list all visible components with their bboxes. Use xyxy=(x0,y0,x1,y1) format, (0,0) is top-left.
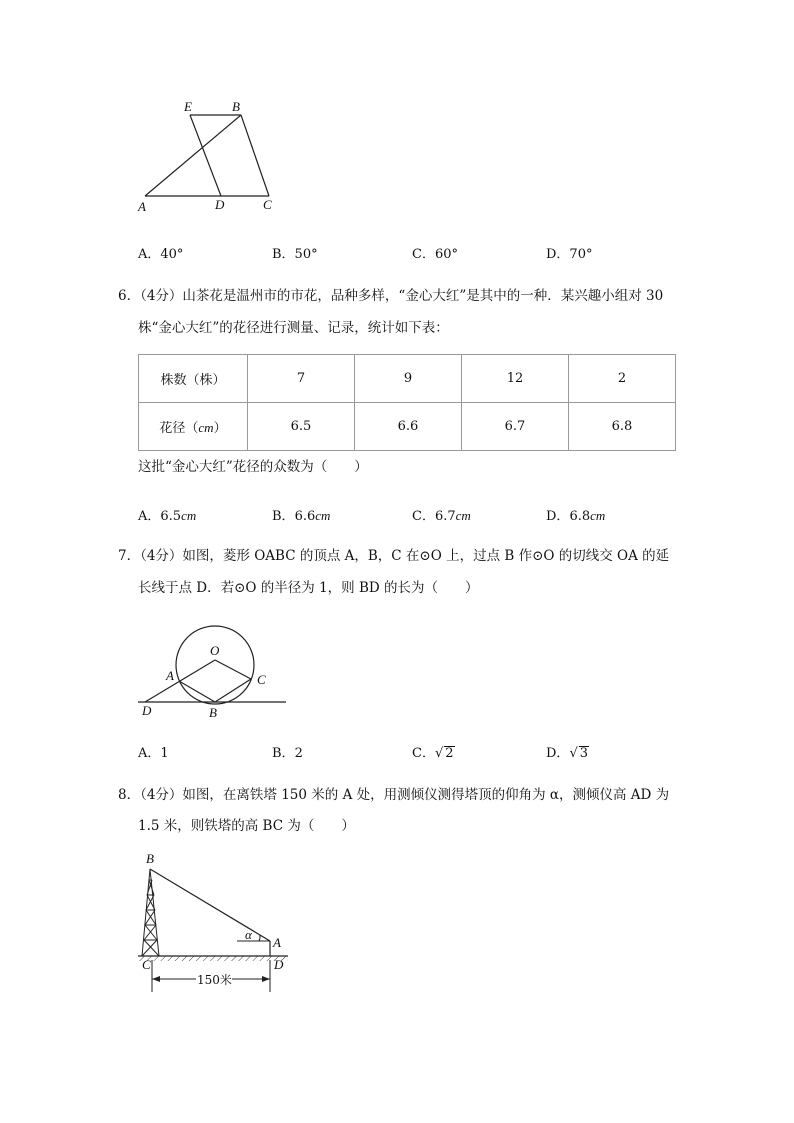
q7-segment-AB xyxy=(179,681,215,702)
table-row xyxy=(139,355,676,403)
q8-label-B: B xyxy=(146,851,154,866)
q5-label-C: C xyxy=(263,197,272,212)
q5-segment-BC xyxy=(241,115,269,196)
q8-label-C: C xyxy=(142,957,151,972)
q8-distance-label: 150米 xyxy=(197,973,232,987)
q6-table-cell: 7 xyxy=(248,355,355,403)
q6-table xyxy=(138,354,676,451)
q6-option-d[interactable]: D．6.8cm xyxy=(546,508,606,524)
q6-table-row2-label: 花径（cm） xyxy=(139,403,248,451)
q6-table-cell: 12 xyxy=(462,355,569,403)
q6-table-cell: 6.6 xyxy=(355,403,462,451)
q8-dim-arrow-left xyxy=(152,976,160,982)
q7-option-c[interactable]: C．√ 2 xyxy=(412,746,454,761)
q8-angle-arc xyxy=(259,935,260,941)
q6-table-cell: 6.5 xyxy=(248,403,355,451)
q8-label-A: A xyxy=(273,935,281,950)
q7-circle-O xyxy=(176,626,254,704)
q5-label-E: E xyxy=(184,99,192,114)
q7-option-a[interactable]: A．1 xyxy=(138,746,169,761)
q8-label-alpha: α xyxy=(245,927,252,942)
q6-question-line: 这批“金心大红”花径的众数为（ ） xyxy=(138,459,368,475)
q7-label-A: A xyxy=(166,668,174,683)
q8-label-D: D xyxy=(274,957,284,972)
q5-option-c[interactable]: C．60° xyxy=(412,247,458,262)
q7-stem-line2: 长线于点 D．若⊙O 的半径为 1，则 BD 的长为（ ） xyxy=(138,580,479,596)
q7-option-d[interactable]: D．√ 3 xyxy=(546,746,589,761)
q6-table-cell: 2 xyxy=(569,355,676,403)
q6-table-cell: 6.8 xyxy=(569,403,676,451)
q7-stem-line1: 7．（4分）如图，菱形 OABC 的顶点 A，B，C 在⊙O 上，过点 B 作⊙O 的切线交 OA 的延 xyxy=(118,548,670,564)
q8-tower xyxy=(142,869,159,956)
q5-option-b[interactable]: B．50° xyxy=(272,247,318,262)
q8-ground-hatch xyxy=(138,956,288,961)
q6-option-c[interactable]: C．6.7cm xyxy=(412,508,471,524)
q5-segment-ED xyxy=(190,115,221,196)
q8-sight-line xyxy=(150,869,270,941)
q6-option-a[interactable]: A．6.5cm xyxy=(138,508,197,524)
q5-label-B: B xyxy=(232,99,240,114)
q6-stem-line1: 6．（4分）山茶花是温州市的市花，品种多样，“金心大红”是其中的一种．某兴趣小组对 30 xyxy=(118,288,664,304)
q5-option-d[interactable]: D．70° xyxy=(546,247,593,262)
q6-table-row1-label: 株数（株） xyxy=(139,355,248,403)
q6-table-cell: 6.7 xyxy=(462,403,569,451)
q8-stem-line1: 8．（4分）如图，在离铁塔 150 米的 A 处，用测倾仪测得塔顶的仰角为 α，测倾仪高 AD 为 xyxy=(118,787,670,803)
table-row xyxy=(139,403,676,451)
q7-segment-OC xyxy=(215,660,251,679)
q7-segment-BC xyxy=(215,679,251,702)
q7-label-D: D xyxy=(142,703,152,718)
q6-stem-line2: 株“金心大红”的花径进行测量、记录，统计如下表： xyxy=(138,320,449,336)
q5-segment-AB xyxy=(145,115,241,196)
q5-label-A: A xyxy=(138,199,146,214)
q6-option-b[interactable]: B．6.6cm xyxy=(272,508,331,524)
q8-dim-arrow-right xyxy=(262,976,270,982)
q5-option-a[interactable]: A．40° xyxy=(138,247,184,262)
q5-label-D: D xyxy=(215,197,225,212)
q7-label-C: C xyxy=(257,672,266,687)
q7-label-B: B xyxy=(209,705,217,720)
q8-stem-line2: 1.5 米，则铁塔的高 BC 为（ ） xyxy=(138,818,355,834)
q6-table-cell: 9 xyxy=(355,355,462,403)
q7-option-b[interactable]: B．2 xyxy=(272,746,303,761)
q7-label-O: O xyxy=(210,643,220,658)
